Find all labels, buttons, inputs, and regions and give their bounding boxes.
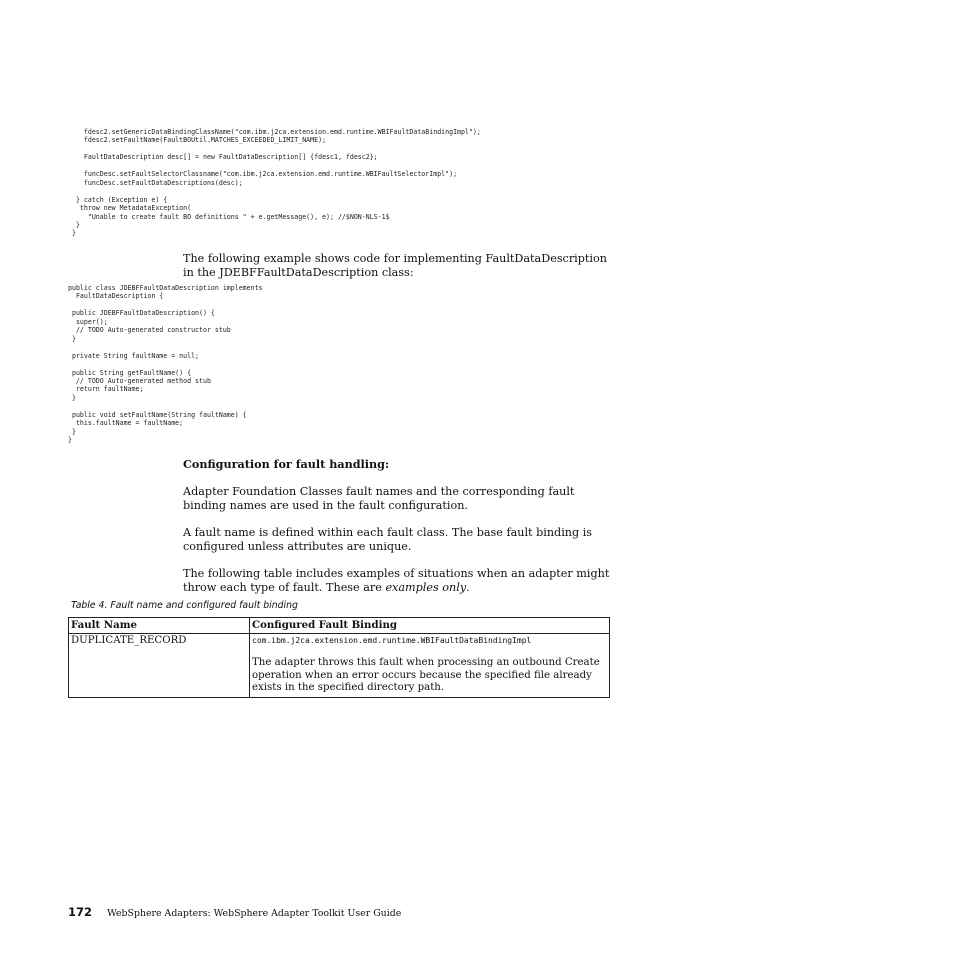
column-header-configured-binding: Configured Fault Binding: [250, 618, 610, 634]
footer-title: WebSphere Adapters: WebSphere Adapter Toolkit User Guide: [107, 908, 402, 919]
table-caption: Table 4. Fault name and configured fault binding: [71, 600, 298, 611]
code-listing-fault-descriptions: fdesc2.setGenericDataBindingClassName("com.ibm.j2ca.extension.emd.runtime.WBIFaultDataBindingImpl"); fdesc2.setFaultName(FaultBOUtil.MATCHES_EXCEEDED_LIMIT_NAME); FaultDataDescription desc[] = new FaultDataDescription[] {fdesc1, fdesc2}; funcDesc.setFaultSelectorClassname("com.ibm.j2ca.extension.emd.runtime.WBIFaultSelectorImpl"); funcDesc.setFaultDataDescriptions(desc); } catch (Exception e) { throw new MetadataException( "Unable to create fault BO definitions " + e.getMessage(), e); //$NON-NLS-1$ } }: [71, 128, 481, 238]
fault-binding-table: [68, 617, 610, 698]
code-listing-fault-data-description-class: public class JDEBFFaultDataDescription implements FaultDataDescription { public JDEBFFaultDataDescription() { super(); // TODO Auto-generated constructor stub } private String faultName = null; public String getFaultName() { // TODO Auto-generated method stub return faultName; } public void setFaultName(String faultName) { this.faultName = faultName; } }: [68, 284, 263, 445]
table-row: [69, 634, 610, 697]
paragraph-table-intro: [183, 567, 613, 594]
binding-description: The adapter throws this fault when processing an outbound Create operation when an error occurs because the specified file already exists in the specified directory path.: [252, 657, 600, 694]
cell-fault-name: DUPLICATE_RECORD: [69, 634, 250, 697]
paragraph-fault-class: A fault name is defined within each fault class. The base fault binding is configured unless attributes are unique.: [183, 526, 593, 553]
table-header-row: [69, 618, 610, 634]
paragraph-table-intro-end: .: [466, 580, 470, 594]
section-heading: Configuration for fault handling:: [183, 457, 390, 471]
page-footer: [68, 901, 401, 920]
binding-class-name: com.ibm.j2ca.extension.emd.runtime.WBIFaultDataBindingImpl: [252, 636, 532, 646]
column-header-fault-name: Fault Name: [69, 618, 250, 634]
paragraph-table-intro-emphasis: examples only: [385, 580, 467, 594]
page-number: 172: [68, 905, 93, 919]
cell-configured-binding: [250, 634, 610, 697]
intro-paragraph: The following example shows code for implementing FaultDataDescription in the JDEBFFaultDataDescription class:: [183, 252, 607, 279]
paragraph-table-intro-lead: The following table includes examples of situations when an adapter might throw each type of fault. These are: [183, 567, 610, 594]
paragraph-fault-names: Adapter Foundation Classes fault names and the corresponding fault binding names are used in the fault configuration.: [183, 485, 575, 512]
